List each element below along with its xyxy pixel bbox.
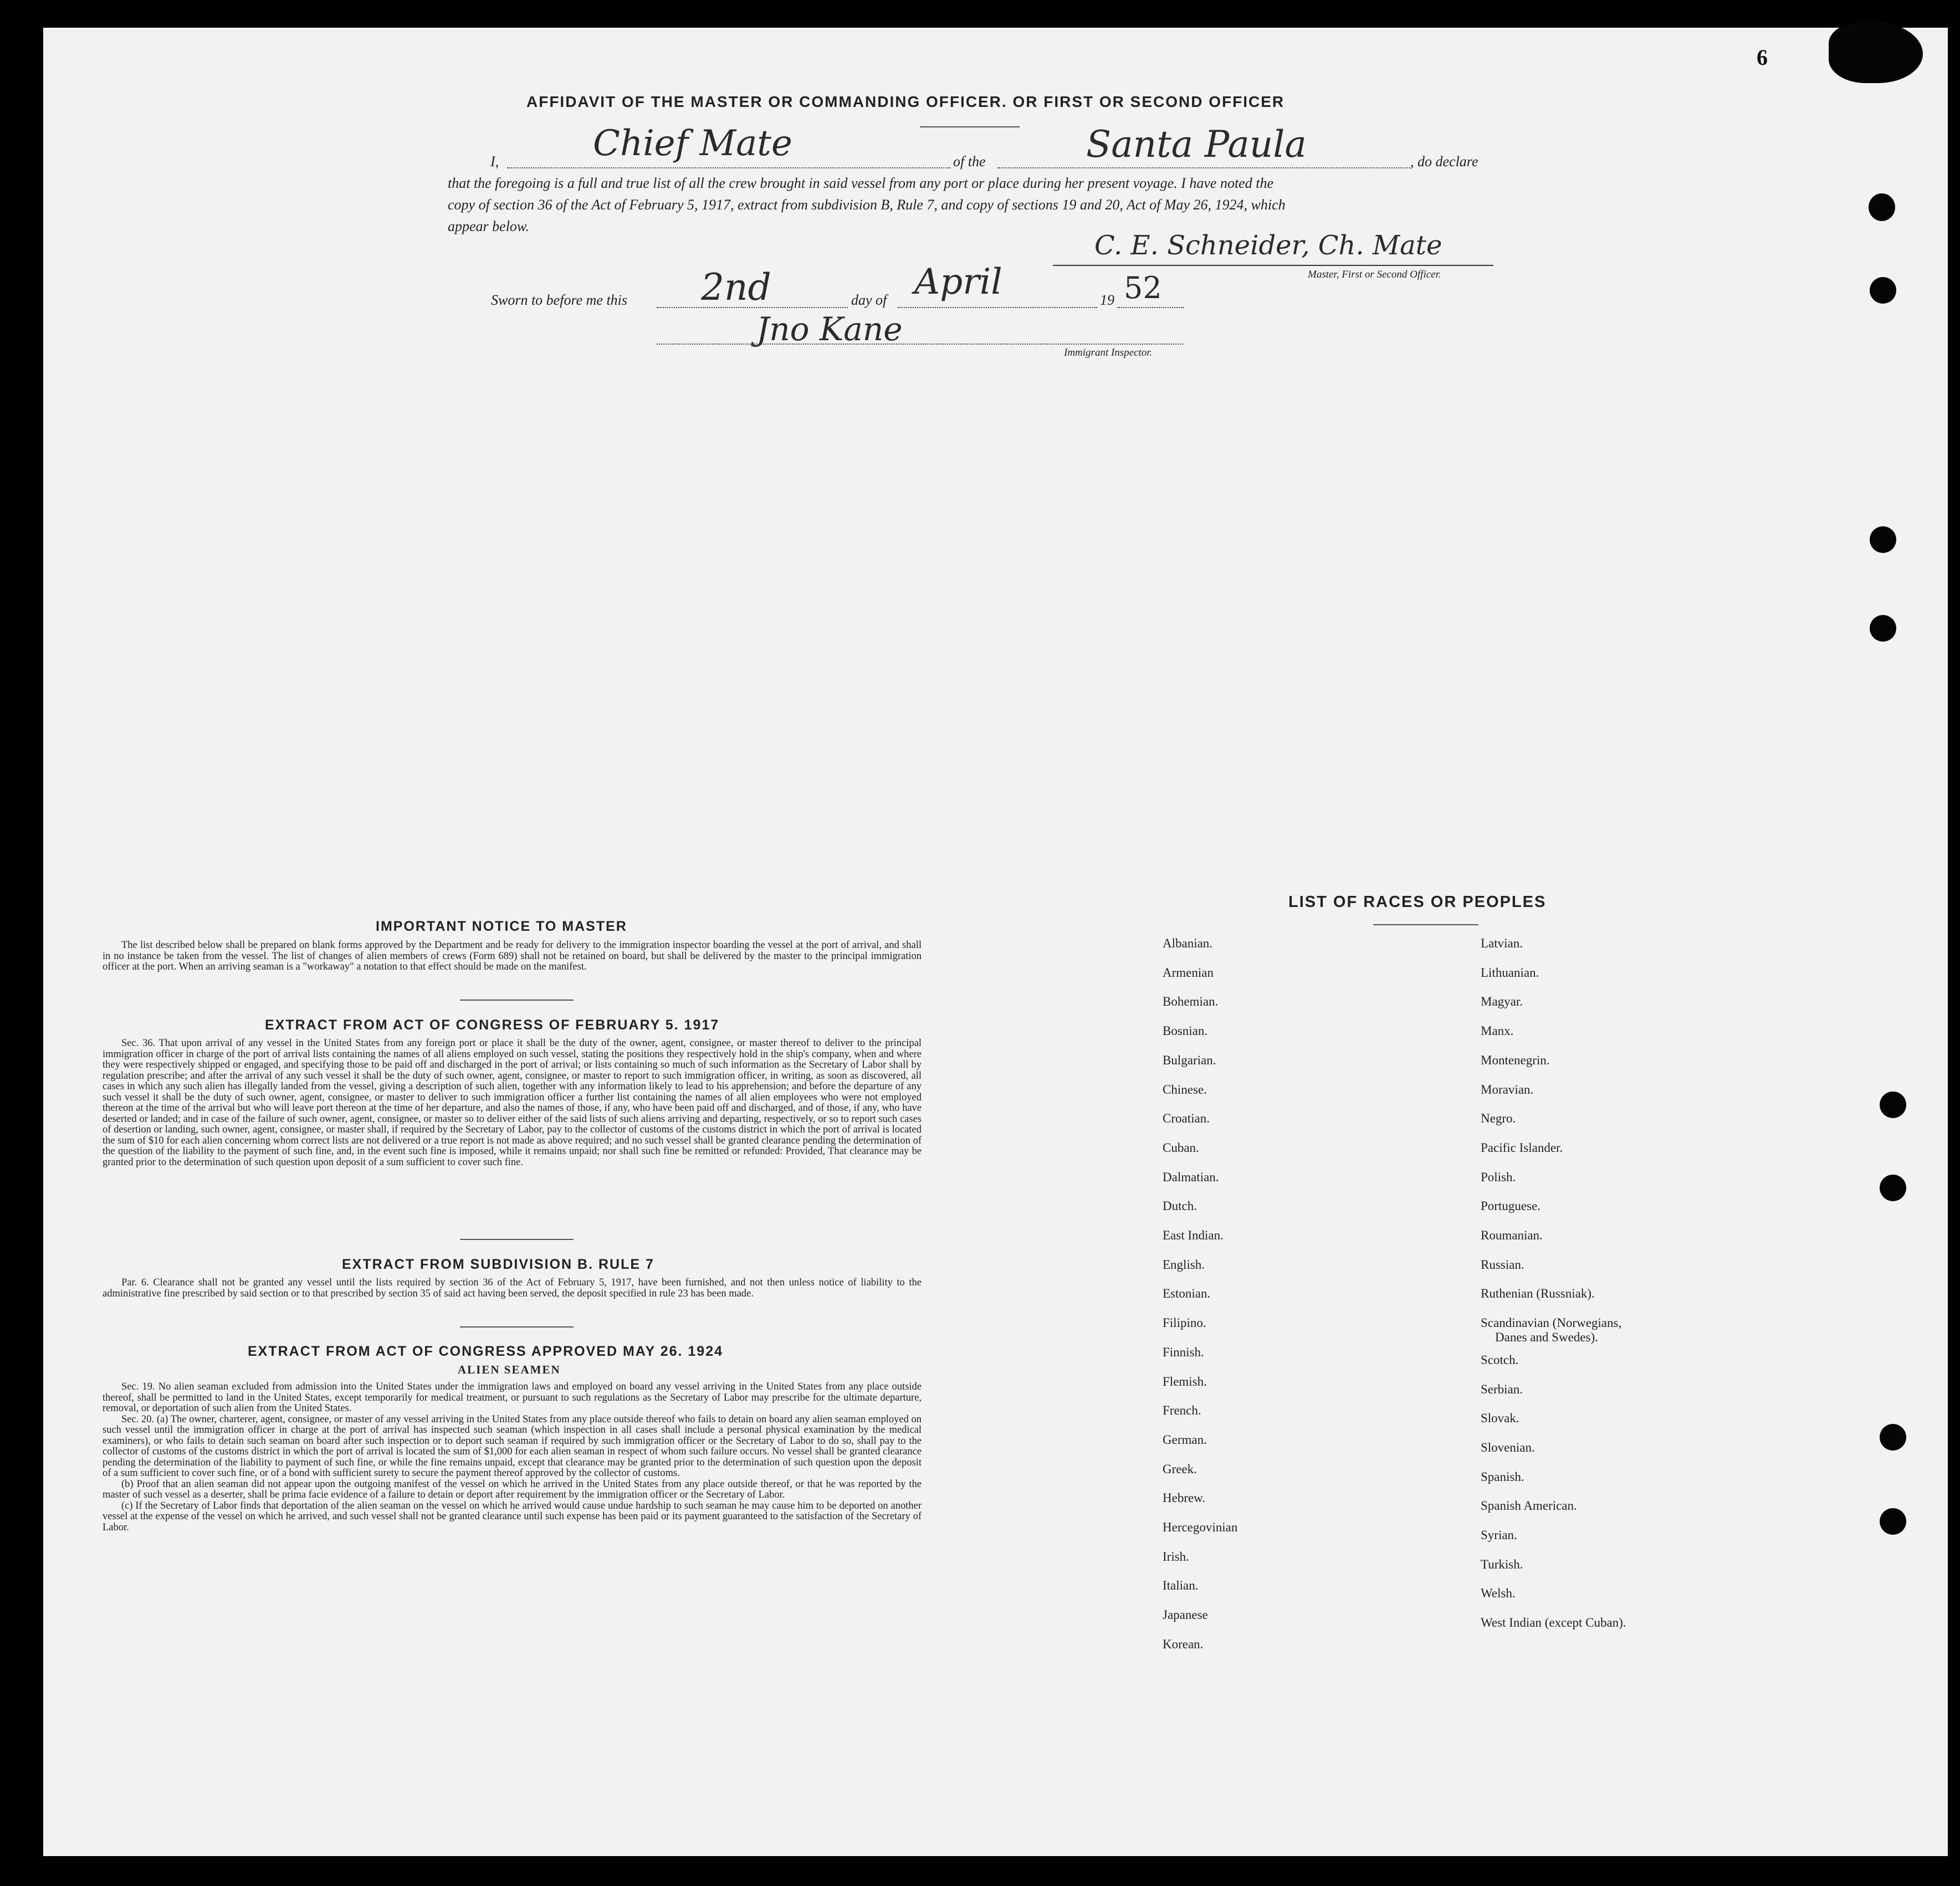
section-divider (460, 1326, 574, 1328)
race-item: East Indian. (1163, 1228, 1224, 1242)
race-item: Syrian. (1481, 1528, 1517, 1542)
race-item: Portuguese. (1481, 1199, 1541, 1213)
race-item: Bohemian. (1163, 995, 1219, 1009)
extract-1917-title: EXTRACT FROM ACT OF CONGRESS OF FEBRUARY 5. 1917 (265, 1017, 720, 1033)
race-item: Negro. (1481, 1111, 1516, 1126)
binder-hole (1880, 1424, 1906, 1451)
race-item: Danes and Swedes). (1495, 1330, 1598, 1345)
year-line (1117, 307, 1184, 308)
race-item: French. (1163, 1403, 1201, 1418)
race-item: Moravian. (1481, 1082, 1534, 1096)
race-item: Albanian. (1163, 936, 1213, 950)
race-item: Slovenian. (1481, 1440, 1535, 1454)
race-item: Latvian. (1481, 936, 1523, 950)
race-item: Estonian. (1163, 1287, 1211, 1301)
notice-title: IMPORTANT NOTICE TO MASTER (376, 919, 627, 934)
par-6-paragraph: Par. 6. Clearance shall not be granted any vessel until the lists required by section 36 of the Act of February 5, 1917, have been furnished, and not then unless notice of liability to the administrative fine prescribed by said section or to that prescribed by section 35 of said act having been served, the deposit specified in rule 23 has been made. (103, 1277, 922, 1299)
race-item: Pacific Islander. (1481, 1140, 1563, 1155)
race-item: Finnish. (1163, 1345, 1204, 1359)
race-item: Spanish. (1481, 1469, 1524, 1484)
section-divider (460, 1239, 574, 1240)
binder-hole (1870, 526, 1896, 553)
race-item: Spanish American. (1481, 1499, 1577, 1513)
race-item: Magyar. (1481, 995, 1523, 1009)
race-item: Serbian. (1481, 1382, 1523, 1396)
race-item: Turkish. (1481, 1557, 1523, 1571)
affidavit-i-label: I, (490, 153, 499, 170)
race-item: Irish. (1163, 1549, 1189, 1564)
binder-hole (1880, 1175, 1906, 1201)
handwritten-officer-signature: C. E. Schneider, Ch. Mate (1094, 230, 1442, 261)
extract-1917-text (103, 1038, 922, 1168)
notice-text (103, 940, 922, 973)
section-36-paragraph: Sec. 36. That upon arrival of any vessel in the United States from any foreign port or place it shall be the duty of the owner, agent, consignee, or master thereof to deliver to the principal immigration officer in charge of the port of arrival lists containing the names of all aliens employed on such vessel, stating the positions they respectively hold in the ship's company, when and where they were respectively shipped or engaged, and specifying those to be paid off and discharged in the port of arrival; or lists containing so much of such information as the Secretary of Labor shall by regulation prescribe; and after the arrival of any such vessel it shall be the duty of such owner, agent, consignee, or master to report to such immigration officer, in writing, as soon as discovered, all cases in which any such alien has illegally landed from the vessel, giving a description of such alien, together with any information likely to lead to his apprehension; and before the departure of any such vessel it shall be the duty of such owner, agent, consignee, or master to deliver to such immigration officer a further list containing the names of all alien employees who were not employed thereon at the time of the arrival but who will leave port thereon at the time of her departure, and also the names of those, if any, who have been paid off and discharged, and of those, if any, who have deserted or landed; and in case of the failure of such owner, agent, consignee, or master so to deliver either of the said lists of such aliens arriving and departing, respectively, or so to report such cases of desertion or landing, such owner, agent, consignee, or master shall, if required by the Secretary of Labor, pay to the collector of customs of the customs district in which the port of arrival is located the sum of $10 for each alien concerning whom correct lists are not delivered or a true report is not made as above required; and no such vessel shall be granted clearance pending the determination of the question of the liability to the payment of such fine, and, in the event such fine is imposed, while it remains unpaid; nor shall such fine be remitted or refunded: Provided, That clearance may be granted prior to the determination of such question upon deposit of a sum sufficient to cover such fine. (103, 1038, 922, 1168)
affidavit-line-2: copy of section 36 of the Act of February 5, 1917, extract from subdivision B, Rule 7, and copy of sections 19 and 20, Act of May 26, 1924, which (448, 197, 1286, 213)
section-divider (460, 1000, 574, 1001)
binder-hole (1880, 1508, 1906, 1535)
rule-7-title: EXTRACT FROM SUBDIVISION B. RULE 7 (342, 1257, 654, 1272)
month-line (898, 307, 1097, 308)
torn-corner (1829, 22, 1923, 83)
race-item: Scandinavian (Norwegians, (1481, 1316, 1622, 1330)
races-left-column (1163, 936, 1440, 1651)
rule-7-text (103, 1278, 922, 1299)
year-prefix: 19 (1100, 292, 1114, 308)
handwritten-year: 52 (1124, 270, 1162, 305)
master-name-line (507, 167, 950, 168)
race-item: Montenegrin. (1481, 1053, 1550, 1067)
handwritten-vessel-name: Santa Paula (1086, 123, 1307, 166)
race-item: Welsh. (1481, 1586, 1516, 1601)
race-item: West Indian (except Cuban). (1481, 1616, 1626, 1630)
binder-hole (1869, 193, 1895, 221)
sec-20b-paragraph: (b) Proof that an alien seaman did not appear upon the outgoing manifest of the vessel on which he arrived in the United States from any place outside thereof, or that he was reported by the master of such vessel as a deserter, shall be prima facie evidence of a failure to detain or deport after requirement by the immigration officer or the Secretary of Labor. (103, 1478, 922, 1500)
day-of-label: day of (851, 292, 887, 308)
race-item: Lithuanian. (1481, 965, 1539, 980)
race-item: Bulgarian. (1163, 1053, 1216, 1067)
master-officer-caption: Master, First or Second Officer. (1308, 269, 1441, 280)
race-item: Korean. (1163, 1637, 1204, 1651)
race-item: Dutch. (1163, 1199, 1197, 1213)
race-item: Roumanian. (1481, 1228, 1543, 1242)
affidavit-line-3: appear below. (448, 218, 529, 234)
race-item: Flemish. (1163, 1374, 1207, 1388)
extract-1924-title: EXTRACT FROM ACT OF CONGRESS APPROVED MAY 26. 1924 (248, 1344, 724, 1359)
races-divider (1373, 924, 1478, 925)
handwritten-master-title: Chief Mate (593, 123, 792, 164)
of-the-label: of the (953, 153, 986, 170)
handwritten-month: April (914, 262, 1002, 303)
race-item: Chinese. (1163, 1082, 1207, 1096)
races-right-column (1481, 936, 1791, 1646)
race-item: Scotch. (1481, 1352, 1519, 1367)
affidavit-line-1: that the foregoing is a full and true list of all the crew brought in said vessel from any port or place during her present voyage. I have noted the (448, 175, 1273, 191)
race-item: Filipino. (1163, 1316, 1206, 1330)
race-item: Cuban. (1163, 1140, 1199, 1155)
race-item: Hebrew. (1163, 1491, 1206, 1505)
race-item: Dalmatian. (1163, 1170, 1219, 1184)
race-item: Polish. (1481, 1170, 1516, 1184)
race-item: Greek. (1163, 1462, 1197, 1476)
vessel-name-line (997, 167, 1410, 168)
affidavit-title: AFFIDAVIT OF THE MASTER OR COMMANDING OFFICER. OR FIRST OR SECOND OFFICER (526, 93, 1285, 110)
handwritten-day: 2nd (701, 266, 771, 309)
race-item: Russian. (1481, 1257, 1524, 1272)
sec-20c-paragraph: (c) If the Secretary of Labor finds that deportation of the alien seaman on the vessel on which he arrived would cause undue hardship to such seaman he may cause him to be deported on another vessel at the expense of the vessel on which he arrived, and such vessel shall not be granted clearance until such expense has been paid or its payment guaranteed to the satisfaction of the Secretary of Labor. (103, 1500, 922, 1533)
race-item: German. (1163, 1432, 1207, 1447)
handwritten-inspector-signature: Jno Kane (756, 310, 903, 348)
do-declare-label: , do declare (1410, 153, 1478, 170)
inspector-caption: Immigrant Inspector. (1064, 347, 1153, 358)
sec-19-paragraph: Sec. 19. No alien seaman excluded from admission into the United States under the immigration laws and employed on board any vessel arriving in the United States from any place outside thereof, shall be permitted to land in the United States, except temporarily for medical treatment, or pursuant to such regulations as the Secretary of Labor may prescribe for the ultimate departure, removal, or deportation of such alien from the United States. (103, 1381, 922, 1414)
page-number: 6 (1757, 45, 1768, 70)
race-item: Bosnian. (1163, 1024, 1208, 1038)
race-item: Ruthenian (Russniak). (1481, 1287, 1595, 1301)
race-item: Hercegovinian (1163, 1520, 1238, 1534)
race-item: Armenian (1163, 965, 1214, 980)
binder-hole (1880, 1091, 1906, 1118)
race-item: Croatian. (1163, 1111, 1210, 1126)
binder-hole (1870, 615, 1896, 642)
race-item: English. (1163, 1257, 1205, 1272)
race-item: Italian. (1163, 1578, 1199, 1593)
notice-paragraph: The list described below shall be prepared on blank forms approved by the Department and be ready for delivery to the immigration inspector boarding the vessel at the port of arrival, and shall in no instance be taken from the vessel. The list of changes of alien members of crews (Form 689) shall not be retained on board, but shall be delivered by the master to the principal immigration officer at the port. When an arriving seaman is a "workaway" a notation to that effect should be made on the manifest. (103, 940, 922, 972)
title-divider (920, 126, 1020, 127)
sworn-label: Sworn to before me this (491, 292, 628, 308)
signature-line (1053, 265, 1493, 266)
race-item: Manx. (1481, 1024, 1514, 1038)
race-item: Slovak. (1481, 1411, 1519, 1426)
inspector-line (657, 344, 1183, 345)
sec-20a-paragraph: Sec. 20. (a) The owner, charterer, agent, consignee, or master of any vessel arriving in the United States from any place outside thereof who fails to detain on board any alien seaman employed on such vessel until the immigration officer in charge at the port of arrival has inspected such seaman (which inspection in all cases shall include a personal physical examination by the medical examiners), or who fails to detain such seaman on board after such inspection or to deport such seaman if required by such immigration officer or the Secretary of Labor to do so, shall pay to the collector of customs of the customs district in which the port of arrival is located the sum of $1,000 for each alien seaman in respect of whom such failure occurs. No vessel shall be granted clearance pending the determination of the liability to payment of such fine, or while the fine remains unpaid, except that clearance may be granted prior to the determination of such question upon the deposit of a sum sufficient to cover such fine, or of a bond with sufficient surety to secure the payment thereof approved by the collector of customs. (103, 1413, 922, 1479)
races-title: LIST OF RACES OR PEOPLES (1288, 893, 1547, 911)
binder-hole (1870, 277, 1896, 304)
race-item: Japanese (1163, 1608, 1208, 1622)
extract-1924-text (103, 1382, 922, 1533)
alien-seamen-subtitle: ALIEN SEAMEN (458, 1363, 561, 1376)
